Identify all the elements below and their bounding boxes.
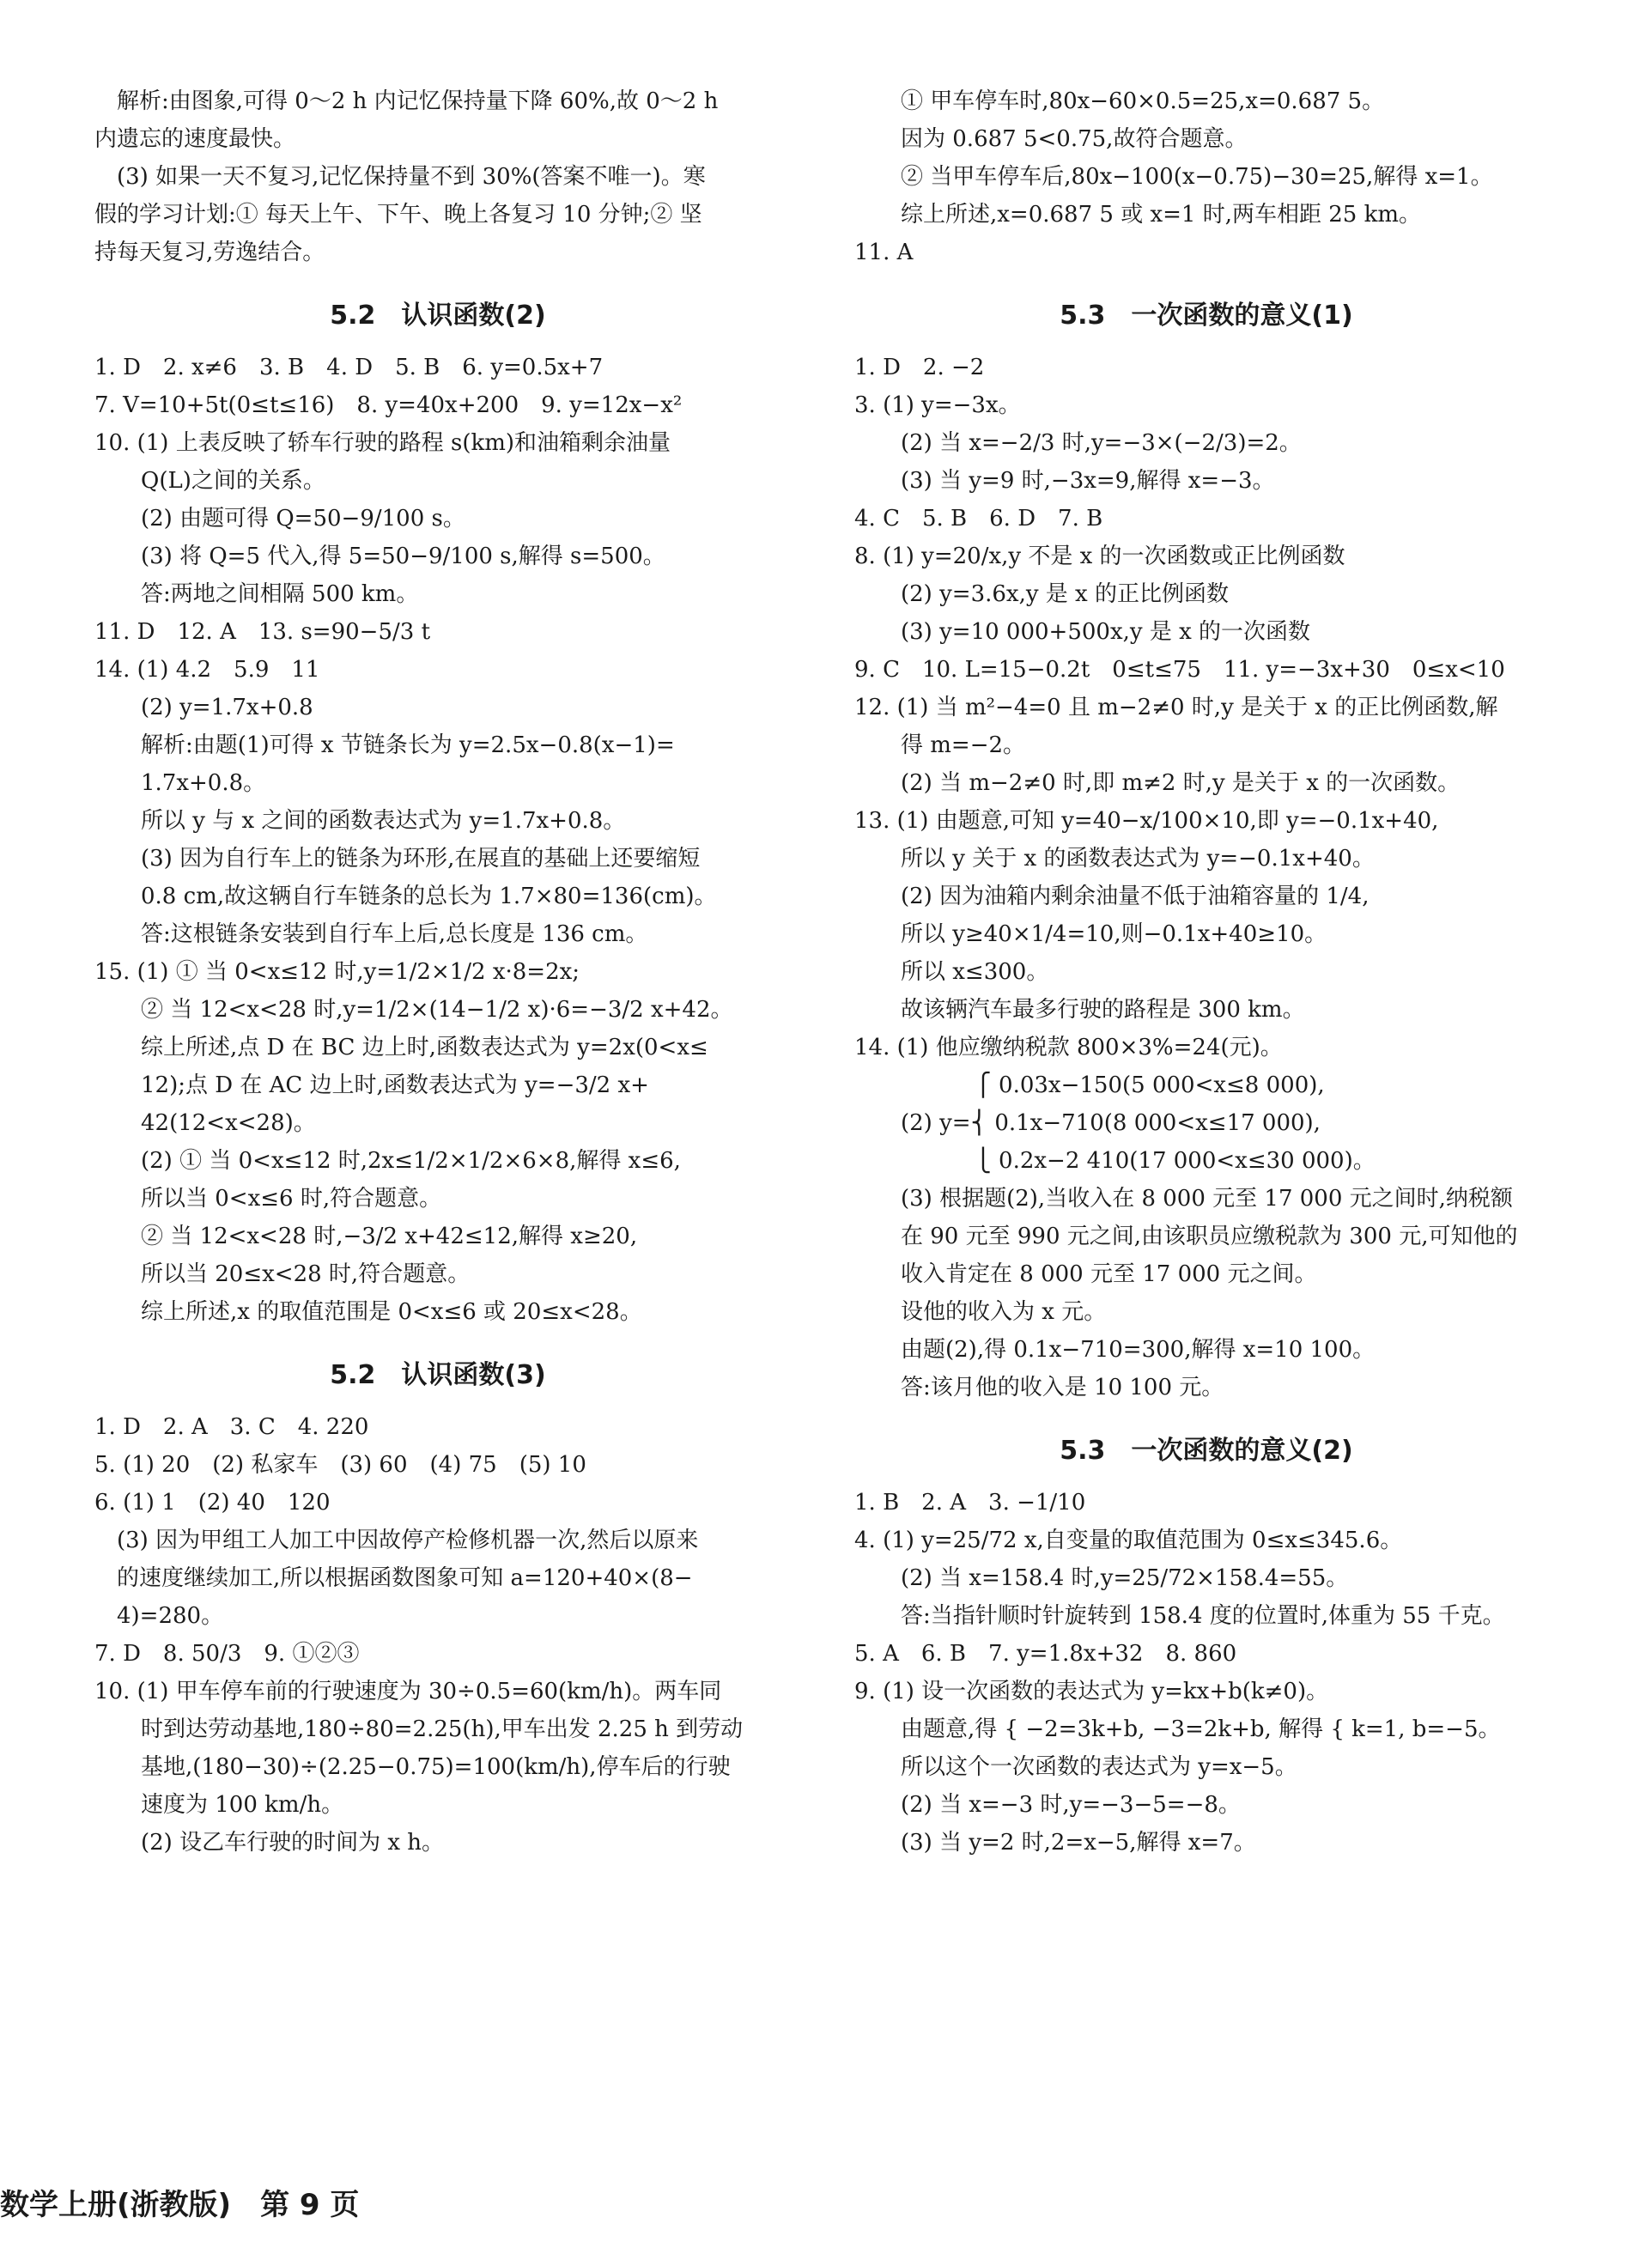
answer-line: 假的学习计划:① 每天上午、下午、晚上各复习 10 分钟;② 坚: [94, 202, 702, 228]
answer-line: (2) ① 当 0<x≤12 时,2x≤1/2×1/2×6×8,解得 x≤6,: [141, 1148, 681, 1174]
answer-line: (2) y=1.7x+0.8: [141, 695, 313, 720]
answer-line: 11. D 12. A 13. s=90−5/3 t: [94, 619, 431, 645]
answer-line: 14. (1) 他应缴纳税款 800×3%=24(元)。: [854, 1035, 1283, 1060]
answer-line: (2) 当 x=−3 时,y=−3−5=−8。: [901, 1792, 1241, 1818]
answer-line: 解析:由图象,可得 0～2 h 内记忆保持量下降 60%,故 0～2 h: [117, 88, 719, 114]
answer-line: (3) 如果一天不复习,记忆保持量不到 30%(答案不唯一)。寒: [117, 164, 706, 190]
answer-line: 1.7x+0.8。: [141, 770, 266, 796]
answer-line: (2) 设乙车行驶的时间为 x h。: [141, 1830, 445, 1856]
answer-line: 7. D 8. 50/3 9. ①②③: [94, 1641, 360, 1667]
answer-line: 13. (1) 由题意,可知 y=40−x/100×10,即 y=−0.1x+40,: [854, 808, 1439, 834]
answer-line: 4. (1) y=25/72 x,自变量的取值范围为 0≤x≤345.6。: [854, 1528, 1403, 1553]
answer-line: 时到达劳动基地,180÷80=2.25(h),甲车出发 2.25 h 到劳动: [141, 1716, 744, 1742]
answer-line: 得 m=−2。: [901, 732, 1026, 758]
answer-line: (2) 当 x=158.4 时,y=25/72×158.4=55。: [901, 1565, 1349, 1591]
answer-line: ② 当 12<x<28 时,−3/2 x+42≤12,解得 x≥20,: [141, 1224, 638, 1249]
answer-line: 12);点 D 在 AC 边上时,函数表达式为 y=−3/2 x+: [141, 1072, 649, 1098]
answer-line: 14. (1) 4.2 5.9 11: [94, 657, 320, 683]
answer-line: 1. D 2. x≠6 3. B 4. D 5. B 6. y=0.5x+7: [94, 355, 604, 380]
answer-line: 所以 y≥40×1/4=10,则−0.1x+40≥10。: [901, 921, 1327, 947]
answer-line: (3) 当 y=9 时,−3x=9,解得 x=−3。: [901, 468, 1275, 494]
answer-line: (3) 因为甲组工人加工中因故停产检修机器一次,然后以原来: [117, 1528, 699, 1553]
answer-line: (3) 根据题(2),当收入在 8 000 元至 17 000 元之间时,纳税额: [901, 1186, 1513, 1212]
answer-line: 10. (1) 甲车停车前的行驶速度为 30÷0.5=60(km/h)。两车同: [94, 1679, 722, 1704]
answer-line: 答:这根链条安装到自行车上后,总长度是 136 cm。: [141, 921, 648, 947]
answer-line: 的速度继续加工,所以根据函数图象可知 a=120+40×(8−: [117, 1565, 693, 1591]
answer-line: 由题意,得 { −2=3k+b, −3=2k+b, 解得 { k=1, b=−5。: [901, 1716, 1501, 1742]
answer-line: (3) 将 Q=5 代入,得 5=50−9/100 s,解得 s=500。: [141, 544, 665, 569]
answer-line: 5. (1) 20 (2) 私家车 (3) 60 (4) 75 (5) 10: [94, 1452, 586, 1478]
answer-line: (3) 因为自行车上的链条为环形,在展直的基础上还要缩短: [141, 846, 701, 872]
right-column: [854, 82, 1558, 1862]
answer-line: 在 90 元至 990 元之间,由该职员应缴税款为 300 元,可知他的: [901, 1224, 1518, 1249]
answer-line: 由题(2),得 0.1x−710=300,解得 x=10 100。: [901, 1337, 1376, 1363]
answer-line: 综上所述,点 D 在 BC 边上时,函数表达式为 y=2x(0<x≤: [141, 1035, 708, 1060]
answer-line: 综上所述,x 的取值范围是 0<x≤6 或 20≤x<28。: [141, 1299, 642, 1325]
answer-line: 基地,(180−30)÷(2.25−0.75)=100(km/h),停车后的行驶: [141, 1754, 731, 1780]
answer-line: (2) y=⎨ 0.1x−710(8 000<x≤17 000),: [901, 1110, 1321, 1136]
answer-line: 7. V=10+5t(0≤t≤16) 8. y=40x+200 9. y=12x−x²: [94, 392, 683, 418]
answer-line: 9. C 10. L=15−0.2t 0≤t≤75 11. y=−3x+30 0≤x<10: [854, 657, 1505, 683]
answer-line: ⎧ 0.03x−150(5 000<x≤8 000),: [901, 1072, 1325, 1098]
answer-line: Q(L)之间的关系。: [141, 468, 325, 494]
answer-line: 答:当指针顺时针旋转到 158.4 度的位置时,体重为 55 千克。: [901, 1603, 1505, 1629]
section-heading: 5.2 认识函数(2): [330, 301, 546, 331]
answer-line: (2) 当 m−2≠0 时,即 m≠2 时,y 是关于 x 的一次函数。: [901, 770, 1461, 796]
answer-line: ② 当 12<x<28 时,y=1/2×(14−1/2 x)·6=−3/2 x+42。: [141, 997, 733, 1023]
answer-line: 6. (1) 1 (2) 40 120: [94, 1490, 331, 1516]
answer-line: (2) 由题可得 Q=50−9/100 s。: [141, 506, 465, 532]
answer-line: 4)=280。: [117, 1603, 224, 1629]
answer-line: 10. (1) 上表反映了轿车行驶的路程 s(km)和油箱剩余油量: [94, 430, 671, 456]
answer-line: 所以 y 关于 x 的函数表达式为 y=−0.1x+40。: [901, 846, 1375, 872]
answer-line: 因为 0.687 5<0.75,故符合题意。: [901, 126, 1248, 152]
answer-line: 12. (1) 当 m²−4=0 且 m−2≠0 时,y 是关于 x 的正比例函数,解: [854, 695, 1498, 720]
section-heading: 5.3 一次函数的意义(2): [1060, 1436, 1353, 1466]
answer-line: 所以当 20≤x<28 时,符合题意。: [141, 1261, 471, 1287]
answer-line: 内遗忘的速度最快。: [94, 126, 296, 152]
answer-line: 速度为 100 km/h。: [141, 1792, 344, 1818]
answer-line: 收入肯定在 8 000 元至 17 000 元之间。: [901, 1261, 1317, 1287]
answer-line: 答:该月他的收入是 10 100 元。: [901, 1375, 1224, 1400]
answer-line: 1. B 2. A 3. −1/10: [854, 1490, 1086, 1516]
answer-line: 42(12<x<28)。: [141, 1110, 316, 1136]
answer-line: 4. C 5. B 6. D 7. B: [854, 506, 1103, 532]
left-column: [94, 82, 781, 1862]
answer-line: ① 甲车停车时,80x−60×0.5=25,x=0.687 5。: [901, 88, 1385, 114]
answer-line: 1. D 2. −2: [854, 355, 985, 380]
answer-line: 0.8 cm,故这辆自行车链条的总长为 1.7×80=136(cm)。: [141, 884, 717, 909]
answer-line: 5. A 6. B 7. y=1.8x+32 8. 860: [854, 1641, 1237, 1667]
answer-line: 设他的收入为 x 元。: [901, 1299, 1107, 1325]
answer-line: 15. (1) ① 当 0<x≤12 时,y=1/2×1/2 x·8=2x;: [94, 959, 580, 985]
answer-line: (2) 当 x=−2/3 时,y=−3×(−2/3)=2。: [901, 430, 1302, 456]
answer-line: 答:两地之间相隔 500 km。: [141, 581, 419, 607]
section-heading: 5.2 认识函数(3): [330, 1360, 546, 1390]
answer-line: (3) 当 y=2 时,2=x−5,解得 x=7。: [901, 1830, 1256, 1856]
answer-line: 9. (1) 设一次函数的表达式为 y=kx+b(k≠0)。: [854, 1679, 1329, 1704]
answer-line: 解析:由题(1)可得 x 节链条长为 y=2.5x−0.8(x−1)=: [141, 732, 675, 758]
answer-line: 11. A: [854, 240, 914, 265]
answer-line: 持每天复习,劳逸结合。: [94, 240, 325, 265]
answer-line: 综上所述,x=0.687 5 或 x=1 时,两车相距 25 km。: [901, 202, 1422, 228]
answer-line: 3. (1) y=−3x。: [854, 392, 1021, 418]
answer-line: 故该辆汽车最多行驶的路程是 300 km。: [901, 997, 1305, 1023]
answer-line: ② 当甲车停车后,80x−100(x−0.75)−30=25,解得 x=1。: [901, 164, 1493, 190]
answer-line: 1. D 2. A 3. C 4. 220: [94, 1414, 369, 1440]
answer-line: ⎩ 0.2x−2 410(17 000<x≤30 000)。: [901, 1148, 1376, 1174]
answer-line: (2) y=3.6x,y 是 x 的正比例函数: [901, 581, 1229, 607]
section-heading: 5.3 一次函数的意义(1): [1060, 301, 1353, 331]
answer-line: 所以当 0<x≤6 时,符合题意。: [141, 1186, 442, 1212]
page-footer: 数学上册(浙教版) 第 9 页: [0, 2188, 360, 2222]
answer-line: 所以 y 与 x 之间的函数表达式为 y=1.7x+0.8。: [141, 808, 626, 834]
answer-line: 8. (1) y=20/x,y 不是 x 的一次函数或正比例函数: [854, 544, 1345, 569]
answer-line: (3) y=10 000+500x,y 是 x 的一次函数: [901, 619, 1311, 645]
answer-line: 所以这个一次函数的表达式为 y=x−5。: [901, 1754, 1297, 1780]
answer-line: (2) 因为油箱内剩余油量不低于油箱容量的 1/4,: [901, 884, 1370, 909]
answer-line: 所以 x≤300。: [901, 959, 1049, 985]
